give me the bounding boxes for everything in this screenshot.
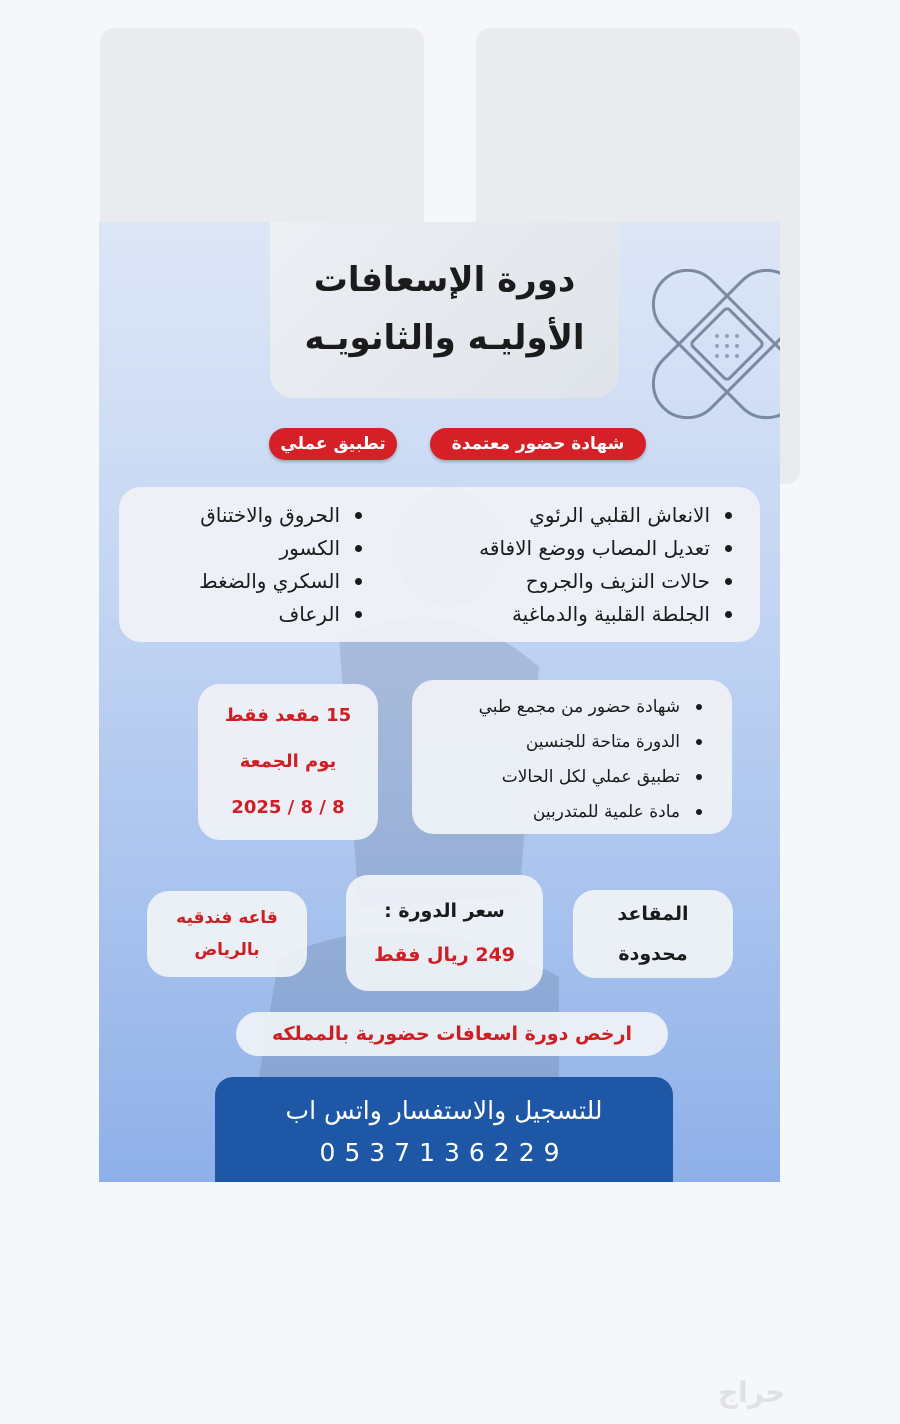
- features-list: [479, 690, 710, 830]
- list-item: تطبيق عملي لكل الحالات: [479, 760, 710, 795]
- contact-phone[interactable]: 0537136229: [319, 1138, 569, 1167]
- venue-line-2: بالرياض: [194, 940, 260, 960]
- price-value: 249 ريال فقط: [373, 944, 516, 966]
- course-title-box: [270, 222, 619, 398]
- course-day: يوم الجمعة: [239, 751, 337, 772]
- contact-text: للتسجيل والاستفسار واتس اب: [285, 1096, 603, 1125]
- list-item: مادة علمية للمتدربين: [479, 795, 710, 830]
- course-title-line-2: الأوليـه والثانويـه: [304, 318, 585, 358]
- bandage-icon: [647, 244, 780, 444]
- list-item: الجلطة القلبية والدماغية: [479, 598, 740, 631]
- topics-list-right: [479, 499, 740, 631]
- certificate-badge: شهادة حضور معتمدة: [430, 428, 646, 460]
- price-box: [346, 875, 543, 991]
- list-item: الرعاف: [199, 598, 370, 631]
- list-item: تعديل المصاب ووضع الافاقه: [479, 532, 740, 565]
- list-item: حالات النزيف والجروح: [479, 565, 740, 598]
- seats-count: 15 مقعد فقط: [224, 705, 352, 726]
- features-box: [412, 680, 732, 834]
- course-date: 2025 / 8 / 8: [231, 797, 345, 818]
- topics-list-left: [199, 499, 370, 631]
- contact-box[interactable]: [215, 1077, 673, 1182]
- topics-box: [119, 487, 760, 642]
- haraj-watermark-logo: حراج: [718, 1376, 786, 1409]
- list-item: السكري والضغط: [199, 565, 370, 598]
- list-item: الحروق والاختناق: [199, 499, 370, 532]
- list-item: الكسور: [199, 532, 370, 565]
- slogan-banner: ارخص دورة اسعافات حضورية بالمملكه: [236, 1012, 668, 1056]
- list-item: شهادة حضور من مجمع طبي: [479, 690, 710, 725]
- practice-badge: تطبيق عملي: [269, 428, 397, 460]
- list-item: الانعاش القلبي الرئوي: [479, 499, 740, 532]
- course-poster[interactable]: [99, 222, 780, 1182]
- venue-box: [147, 891, 307, 977]
- limited-line-1: المقاعد: [617, 903, 689, 925]
- seats-date-box: [198, 684, 378, 840]
- limited-seats-box: [573, 890, 733, 978]
- price-label: سعر الدورة :: [384, 900, 505, 922]
- venue-line-1: قاعه فندقيه: [176, 908, 278, 928]
- limited-line-2: محدودة: [618, 943, 688, 965]
- course-title-line-1: دورة الإسعافات: [313, 260, 576, 301]
- list-item: الدورة متاحة للجنسين: [479, 725, 710, 760]
